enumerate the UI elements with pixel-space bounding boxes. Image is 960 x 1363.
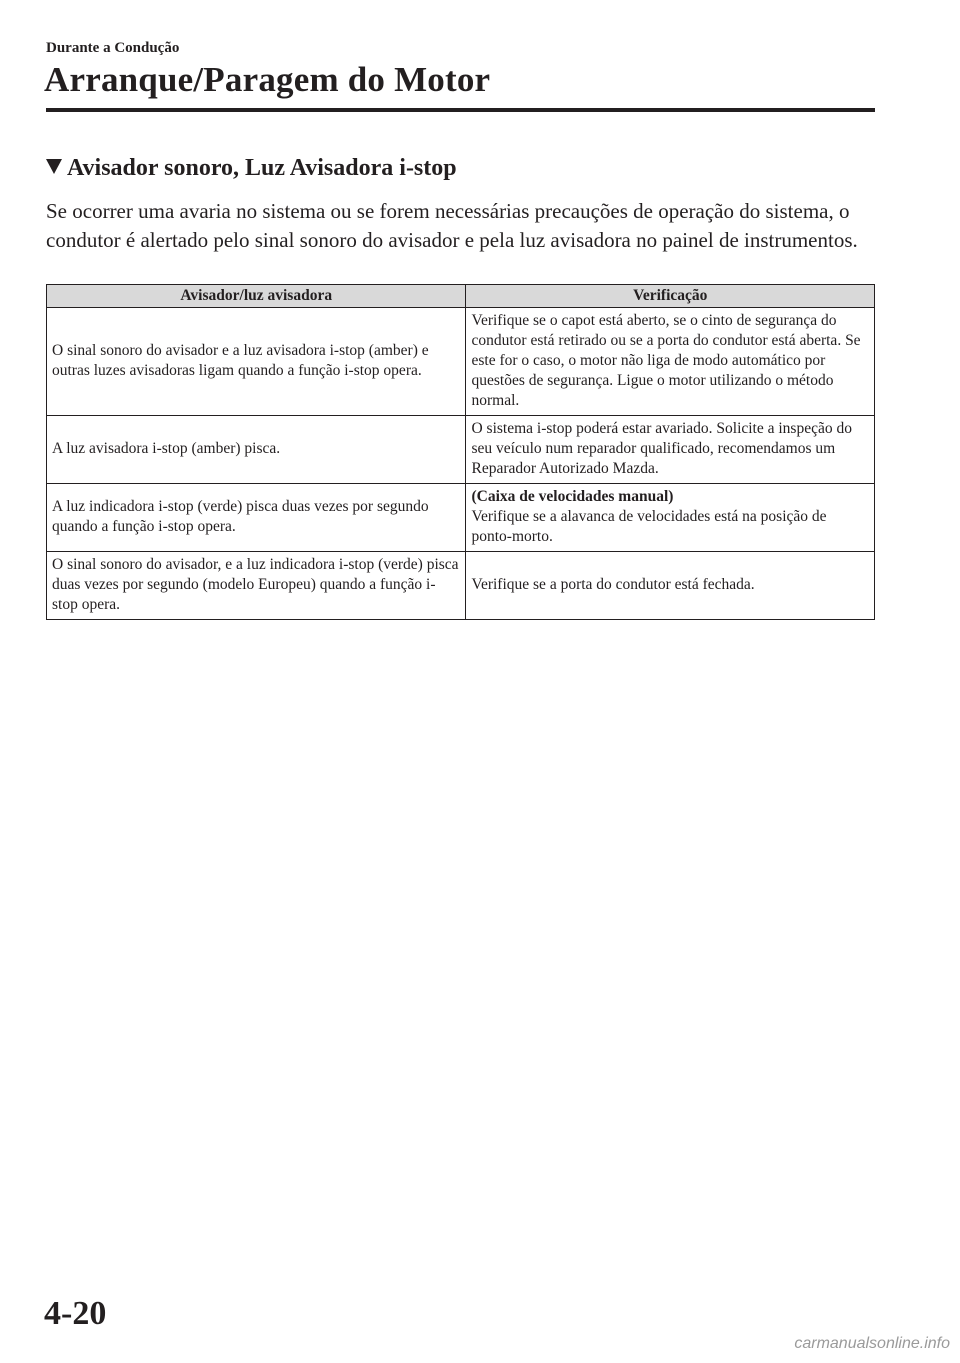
- intro-paragraph: Se ocorrer uma avaria no sistema ou se forem necessárias precauções de operação do sistema, o condutor é alertado pelo sinal sonoro do avisador e pela luz avisadora no painel de instrumentos.: [46, 199, 858, 252]
- check-cell: Verifique se a porta do condutor está fechada.: [466, 552, 875, 620]
- table-row: [47, 416, 875, 484]
- warning-cell: A luz indicadora i-stop (verde) pisca duas vezes por segundo quando a função i-stop opera.: [47, 484, 466, 552]
- table-header-row: [47, 285, 875, 308]
- check-cell: [466, 484, 875, 552]
- triangle-down-icon: [46, 159, 62, 174]
- chapter-rule: [46, 108, 875, 112]
- chapter-title: Arranque/Paragem do Motor: [44, 60, 491, 99]
- watermark-site: carmanualsonline.info: [794, 1335, 950, 1352]
- subsection-heading: [46, 155, 457, 182]
- transmission-note: (Caixa de velocidades manual): [471, 488, 674, 505]
- check-cell: O sistema i-stop poderá estar avariado. Solicite a inspeção do seu veículo num reparador qualificado, recomendamos um Reparador Autorizado Mazda.: [466, 416, 875, 484]
- warning-cell: O sinal sonoro do avisador, e a luz indicadora i-stop (verde) pisca duas vezes por segundo (modelo Europeu) quando a função i-stop opera.: [47, 552, 466, 620]
- check-cell: Verifique se o capot está aberto, se o cinto de segurança do condutor está retirado ou se a porta do condutor está aberta. Se este for o caso, o motor não liga de modo automático por questões de segurança. Ligue o motor utilizando o método normal.: [466, 308, 875, 416]
- table-row: [47, 552, 875, 620]
- page-number: 4-20: [44, 1295, 107, 1332]
- warning-table: [46, 284, 875, 620]
- table-row: [47, 308, 875, 416]
- column-header-warning: Avisador/luz avisadora: [47, 285, 466, 308]
- subsection-heading-text: Avisador sonoro, Luz Avisadora i-stop: [67, 155, 457, 181]
- warning-cell: A luz avisadora i-stop (amber) pisca.: [47, 416, 466, 484]
- section-label: Durante a Condução: [46, 40, 180, 56]
- column-header-check: Verificação: [466, 285, 875, 308]
- table-row: [47, 484, 875, 552]
- warning-cell: O sinal sonoro do avisador e a luz avisadora i-stop (amber) e outras luzes avisadoras ligam quando a função i-stop opera.: [47, 308, 466, 416]
- check-text: Verifique se a alavanca de velocidades está na posição de ponto-morto.: [471, 508, 827, 545]
